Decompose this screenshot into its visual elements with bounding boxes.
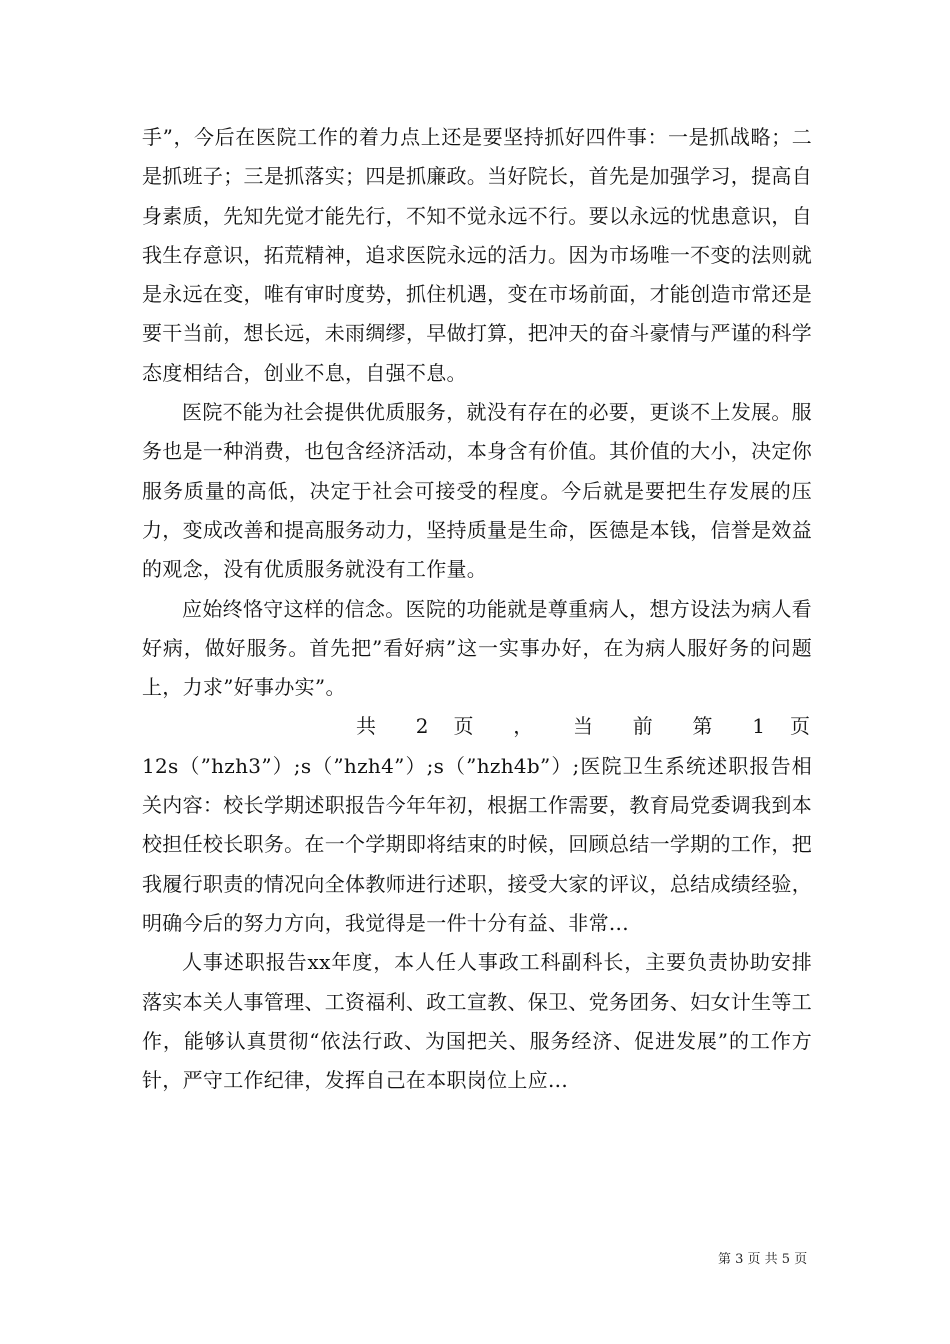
related-paragraph-personnel: 人事述职报告xx年度，本人任人事政工科副科长，主要负责协助安排落实本关人事管理、工资福利、政工宣教、保卫、党务团务、妇女计生等工作，能够认真贯彻“依法行政、为国把关、服务经济、促进发展”的工作方针，严守工作纪律，发挥自己在本职岗位上应... bbox=[142, 950, 812, 1093]
paragraph-strategy: 手”，今后在医院工作的着力点上还是要坚持抓好四件事：一是抓战略；二是抓班子；三是抓落实；四是抓廉政。当好院长，首先是加强学习，提高自身素质，先知先觉才能先行，不知不觉永远不行。要以永远的忧患意识，自我生存意识，拓荒精神，追求医院永远的活力。因为市场唯一不变的法则就是永远在变，唯有审时度势，抓住机遇，变在市场前面，才能创造市常还是要干当前，想长远，未雨绸缪，早做打算，把冲天的奋斗豪情与严谨的科学态度相结合，创业不息，自强不息。 bbox=[142, 125, 812, 385]
related-paragraph-principal: 12s（”hzh3”）;s（”hzh4”）;s（”hzh4b”）;医院卫生系统述职报告相关内容：校长学期述职报告今年年初，根据工作需要，教育局党委调我到本校担任校长职务。在一个学期即将结束的时候，回顾总结一学期的工作，把我履行职责的情况向全体教师进行述职，接受大家的评议，总结成绩经验，明确今后的努力方向，我觉得是一件十分有益、非常... bbox=[142, 753, 812, 935]
paragraph-service: 医院不能为社会提供优质服务，就没有存在的必要，更谈不上发展。服务也是一种消费，也包含经济活动，本身含有价值。其价值的大小，决定你服务质量的高低，决定于社会可接受的程度。今后就是要把生存发展的压力，变成改善和提高服务动力，坚持质量是生命，医德是本钱，信誉是效益的观念，没有优质服务就没有工作量。 bbox=[142, 400, 812, 582]
document-body bbox=[142, 118, 812, 1100]
page-footer: 第 3 页 共 5 页 bbox=[718, 1252, 808, 1267]
paragraph-belief: 应始终恪守这样的信念。医院的功能就是尊重病人，想方设法为病人看好病，做好服务。首先把”看好病”这一实事办好，在为病人服好务的问题上，力求”好事办实”。 bbox=[142, 596, 812, 700]
page-counter: 共 2 页 ， 当 前 第 1 页 bbox=[356, 714, 812, 739]
